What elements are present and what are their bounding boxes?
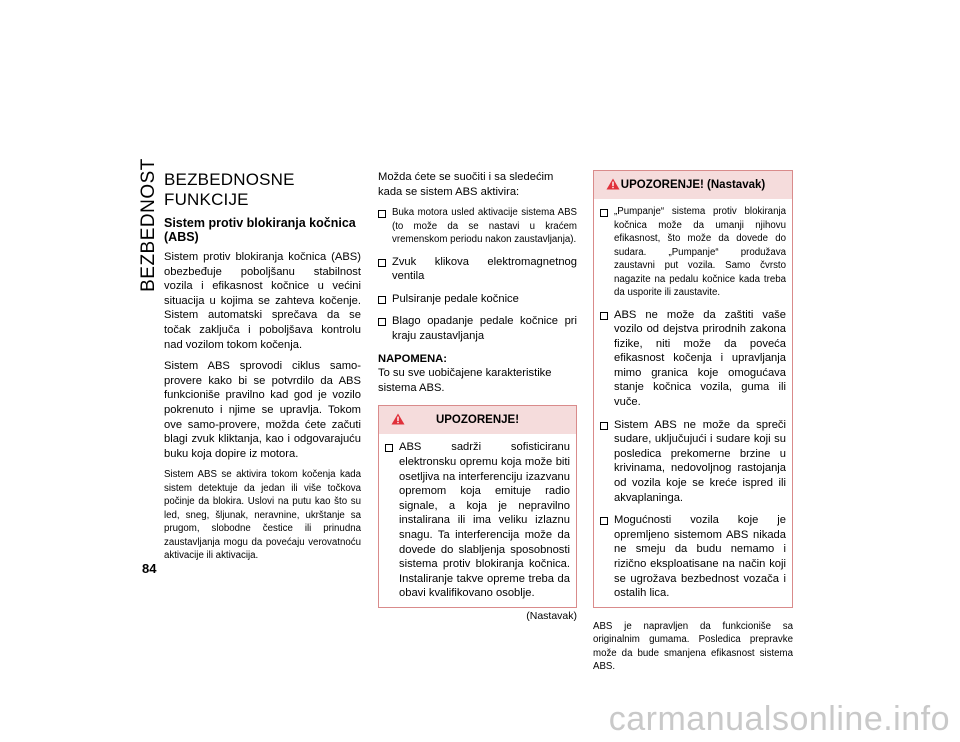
warning-header xyxy=(379,406,576,434)
warning-body xyxy=(594,199,792,607)
warning-title: UPOZORENJE! xyxy=(435,414,520,427)
note-label: NAPOMENA: xyxy=(378,352,447,365)
note-text: To su sve uobičajene karakteristike sistema ABS. xyxy=(378,367,552,394)
checkbox-bullet-icon xyxy=(600,209,608,217)
checkbox-bullet-icon xyxy=(378,259,386,267)
warning-title: UPOZORENJE! (Nastavak) xyxy=(620,179,766,191)
list-item: Blago opadanje pedale kočnice pri kraju zaustavljanja xyxy=(378,314,577,343)
warning-body xyxy=(379,434,576,607)
column-2 xyxy=(378,170,577,622)
checkbox-bullet-icon xyxy=(378,318,386,326)
paragraph-self-check: Sistem ABS sprovodi ciklus samo-provere kako bi se potvrdilo da ABS funkcioniše pravilno kad god je vozilo pokrenuto i njime se upravlja. Tokom ove samo-provere, možda ćete začuti blagi zvuk kliktanja, kao i odgovarajuću buku koja dopire iz motora. xyxy=(164,360,361,460)
page-number: 84 xyxy=(142,561,157,576)
warning-triangle-icon xyxy=(391,413,405,425)
watermark-text: carmanualsonline.info xyxy=(608,700,950,738)
checkbox-bullet-icon xyxy=(378,210,386,218)
list-item: Pulsiranje pedale kočnice xyxy=(378,292,577,307)
list-item: „Pumpanje“ sistema protiv blokiranja kočnica može da umanji njihovu efikasnost, što može da dovede do sudara. „Pumpanje“ produžava zaustavni put vozila. Samo čvrsto nagazite na pedalu kočnice kada treba da usporite ili zaustavite. xyxy=(600,205,786,300)
checkbox-bullet-icon xyxy=(378,296,386,304)
warning-triangle-icon xyxy=(606,178,620,190)
continued-label: (Nastavak) xyxy=(526,609,577,622)
warning-list xyxy=(385,440,570,601)
activation-effects-list xyxy=(378,206,577,343)
abs-activation-intro: Možda ćete se suočiti i sa sledećim kada se sistem ABS aktivira: xyxy=(378,171,554,198)
list-item: Sistem ABS ne može da spreči sudare, uključujući i sudare koji su posledica prekomerne brzine u krivinama, nedovoljnog rastojanja od vozila koje se kreće ispred ili akvaplaninga. xyxy=(600,418,786,506)
abs-subheading: Sistem protiv blokiranja kočnica (ABS) xyxy=(164,216,356,244)
warning-header xyxy=(594,171,792,199)
closing-paragraph: ABS je napravljen da funkcioniše sa originalnim gumama. Posledica prepravke može da bude smanjena efikasnost sistema ABS. xyxy=(593,620,793,673)
paragraph-abs-intro: Sistem protiv blokiranja kočnica (ABS) obezbeđuje poboljšanu stabilnost vozila i efikasnost kočnice u većini situacija u kojima se zahteva kočenje. Sistem automatski sprečava da se točak zaključa i poboljšava kontrolu nad vozilom tokom kočenja. xyxy=(164,251,361,351)
list-item: Zvuk klikova elektromagnetnog ventila xyxy=(378,255,577,284)
side-section-tab xyxy=(138,160,160,290)
list-item: Mogućnosti vozila koje je opremljeno sistemom ABS nikada ne smeju da budu nemamo i rizično eksploatisane na način koji se ugrožava bezbednost vozača i ostalih lica. xyxy=(600,513,786,601)
checkbox-bullet-icon xyxy=(600,517,608,525)
paragraph-activation: Sistem ABS se aktivira tokom kočenja kada sistem detektuje da jedan ili više točkova počinje da blokira. Uslovi na putu kao što su led, sneg, šljunak, neravnine, ukrštanje sa prugom, slobodne čestice ili prinudna zaustavljanja mogu da povećaju verovatnoću aktivacije ili aktivacija. xyxy=(164,469,361,562)
column-1 xyxy=(164,170,361,570)
checkbox-bullet-icon xyxy=(385,444,393,452)
warning-list xyxy=(600,205,786,601)
section-title: BEZBEDNOSNE FUNKCIJE xyxy=(164,170,295,209)
warning-box xyxy=(378,405,577,608)
checkbox-bullet-icon xyxy=(600,312,608,320)
column-3 xyxy=(593,170,793,681)
warning-box-continued xyxy=(593,170,793,608)
list-item: Buka motora usled aktivacije sistema ABS (to može da se nastavi u kraćem vremenskom periodu nakon zaustavljanja). xyxy=(378,206,577,247)
side-section-label: BEZBEDNOST xyxy=(138,158,159,292)
list-item: ABS sadrži sofisticiranu elektronsku opremu koja može biti osetljiva na interferenciju izazvanu opremom koja emituje radio signale, a koja je nepravilno instalirana ili ima veliku izlaznu snagu. Ta interferencija može da dovede do slabljenja sposobnosti sistema protiv blokiranja kočnica. Instaliranje takve opreme treba da obavi kvalifikovano osoblje. xyxy=(385,440,570,601)
list-item: ABS ne može da zaštiti vaše vozilo od dejstva prirodnih zakona fizike, niti može da poveća efikasnost kočenja i upravljanja mimo granica koje omogućava stanje kočnica vozila, guma ili vuče. xyxy=(600,308,786,410)
checkbox-bullet-icon xyxy=(600,422,608,430)
